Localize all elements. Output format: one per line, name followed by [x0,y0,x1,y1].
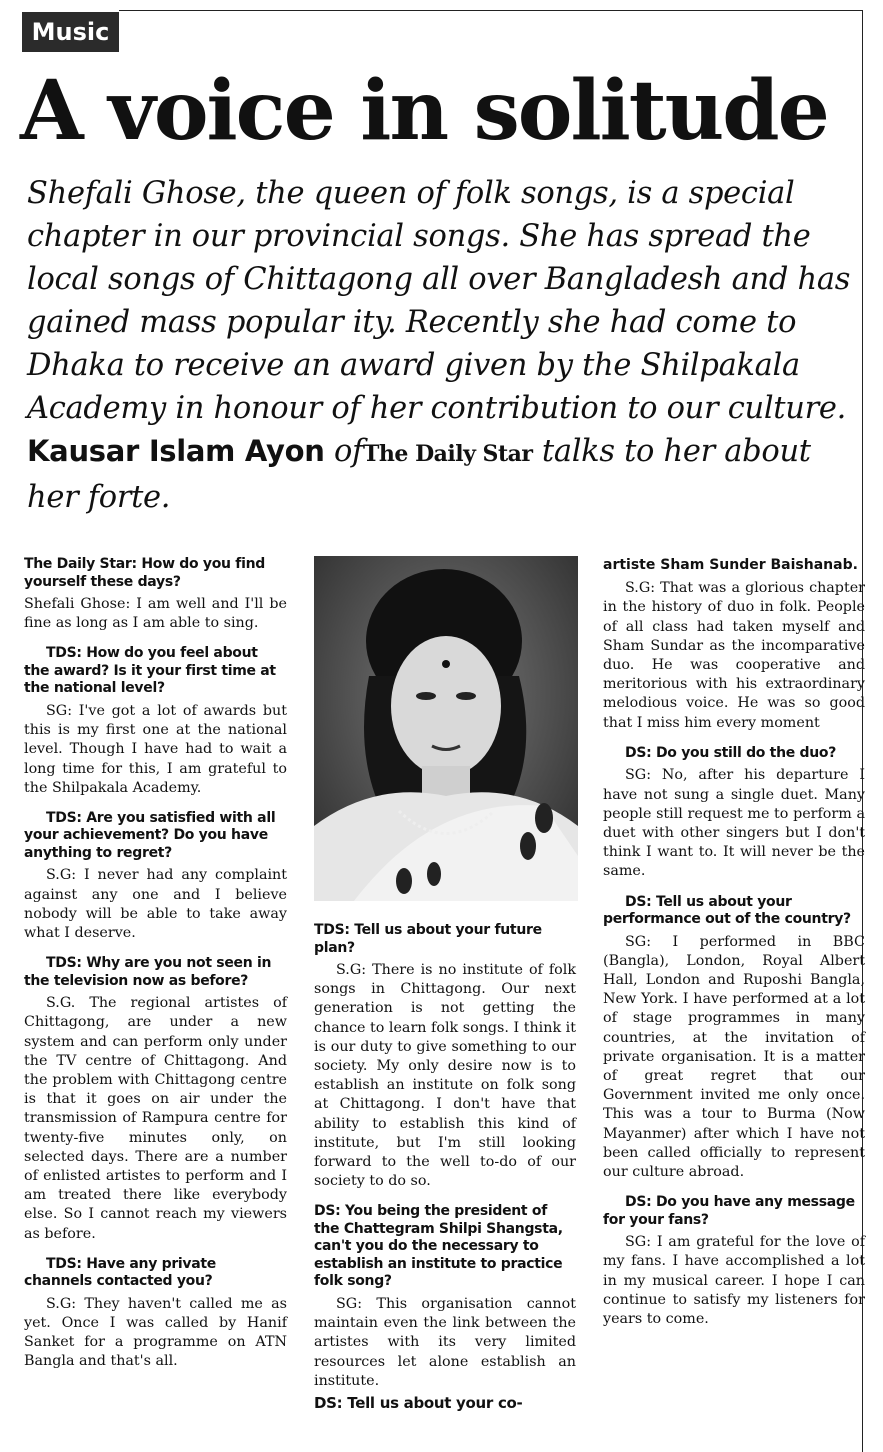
question: The Daily Star: How do you find yourself these days? [24,556,265,590]
portrait-photo [314,556,578,901]
question: DS: Do you have any message for your fans? [603,1194,855,1228]
portrait-illustration [314,556,578,901]
answer: SG: No, after his departure I have not sung a single duet. Many people still request me to perform a duet with other singers but I don't think I want to. It will never be the same. [603,767,865,880]
question: TDS: Tell us about your future plan? [314,922,542,956]
question: DS: Do you still do the duo? [625,744,837,761]
intro-of: of [333,434,364,469]
answer: SG: I've got a lot of awards but this is my first one at the national level. Though I have had to wait a long time for this, I am grateful to the Shilpakala Academy. [24,702,287,796]
intro-tail: talks to her about her forte. [27,434,811,515]
answer: S.G: There is no institute of folk songs in Chittagong. Our next generation is not getting the chance to learn folk songs. I think it is our duty to give something to our society. My only desire now is to establish an institute on folk song at Chittagong. I don't have that ability to establish this kind of institute, but I'm still looking forward to the well to-do of our society to do so. [314,962,576,1190]
continued-line: artiste Sham Sunder Baishanab. [603,557,858,573]
column-1 [24,556,287,1384]
top-rule [119,10,863,11]
column-3 [603,556,865,1341]
answer: Shefali Ghose: I am well and I'll be fine as long as I am able to sing. [24,596,287,632]
answer: SG: I am grateful for the love of my fans. I have accomplished a lot in my musical career. I hope I can continue to satisfy my listeners for years to come. [603,1234,865,1327]
headline: A voice in solitude [20,63,828,159]
question: DS: You being the president of the Chattegram Shilpi Shangsta, can't you do the necessary to establish an institute to practice folk song? [314,1203,563,1290]
answer: SG: This organisation cannot maintain even the link between the artistes with its very limited resources let alone establish an institute. [314,1295,576,1389]
answer: S.G: I never had any complaint against any one and I believe nobody will be able to take away what I deserve. [24,867,287,942]
question: TDS: Are you satisfied with all your achievement? Do you have anything to regret? [24,809,276,861]
intro-text: Shefali Ghose, the queen of folk songs, is a special chapter in our provincial songs. She has spread the local songs of Chittagong all over Bangladesh and has gained mass popular ity. Recently she had come to Dhaka to receive an award given by the Shilpakala Academy in honour of her contribution to our culture. [27,176,851,426]
intro-paragraph [27,172,857,519]
answer: SG: I performed in BBC (Bangla), London, Royal Albert Hall, London and Ruposhi Bangla, New York. I have performed at a lot of stage programmes in many countries, at the invitation of private organisation. It is a matter of great regret that our Government invited me only once. This was a tour to Burma (Now Mayanmer) after which I have not been called officially to represent our culture abroad. [603,933,865,1180]
section-tag: Music [22,12,119,52]
question: TDS: How do you feel about the award? Is it your first time at the national level? [24,645,276,697]
question: TDS: Why are you not seen in the television now as before? [24,955,272,989]
question: DS: Tell us about your co- [314,1393,523,1412]
question: DS: Tell us about your performance out of the country? [603,893,851,928]
masthead-logo: The Daily Star [363,441,533,467]
question: TDS: Have any private channels contacted you? [24,1255,216,1290]
answer: S.G: That was a glorious chapter in the history of duo in folk. People of all class had taken myself and Sham Sundar as the incomparative duo. He was cooperative and meritorious with his extraordinary melodious voice. He was so good that I miss him every moment [603,580,865,731]
byline: Kausar Islam Ayon [27,434,325,468]
column-2 [314,922,576,1412]
answer: S.G: They haven't called me as yet. Once I was called by Hanif Sanket for a programme on ATN Bangla and that's all. [24,1295,287,1370]
answer: S.G. The regional artistes of Chittagong, are under a new system and can perform only under the TV centre of Chittagong. And the problem with Chittagong centre is that it goes on air under the transmission of Rampura centre for twenty-five minutes only, on selected days. There are a number of enlisted artistes to perform and I am treated there like everybody else. So I cannot reach my viewers as before. [24,995,287,1242]
